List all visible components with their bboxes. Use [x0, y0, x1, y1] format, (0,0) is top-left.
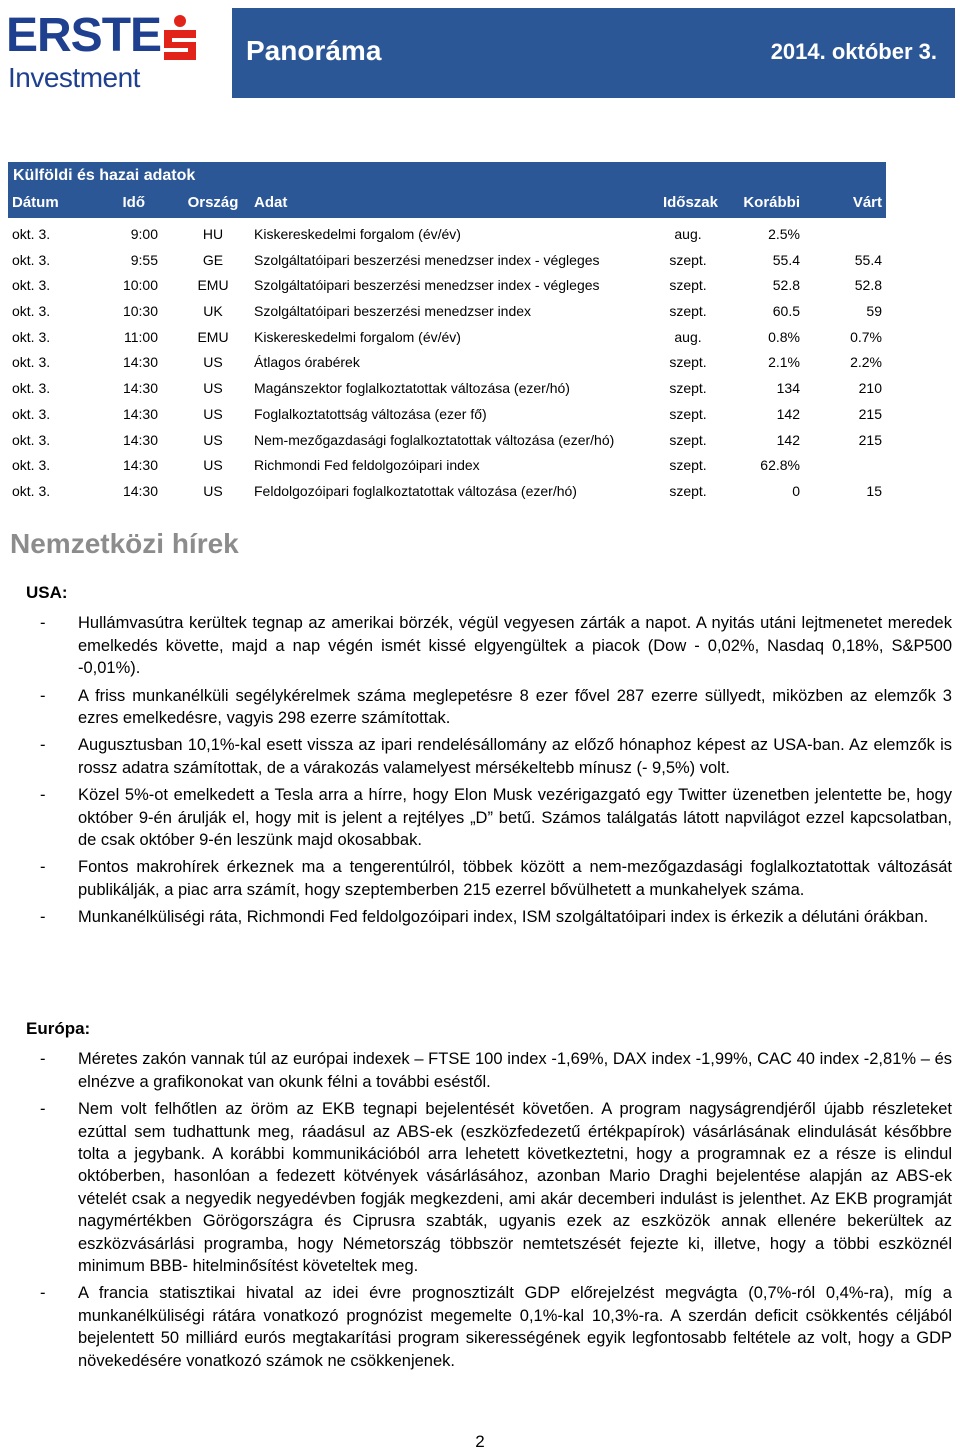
- cell-prev: 2.1%: [768, 354, 800, 371]
- cell-period: szept.: [669, 354, 707, 371]
- cell-country: US: [203, 431, 223, 448]
- cell-data: Magánszektor foglalkoztatottak változása (ezer/hó): [254, 380, 570, 397]
- cell-country: US: [203, 457, 223, 474]
- news-text: A friss munkanélküli segélykérelmek száma meglepetésre 8 ezer fővel 287 ezerre süllyedt, miközben az elemzők 3 ezres emelkedésre, vagyis 298 ezerre számítottak.: [78, 686, 952, 728]
- table-row: [8, 479, 886, 505]
- news-text: Nem volt felhőtlen az öröm az EKB tegnapi bejelentését követően. A program nagyságrendjéről újabb részleteket ezúttal sem tudhattunk meg, ráadásul az ABS-ek (eszközfedezetű értékpapírok) vásárlásának elindulását későbbre tolta a jegybank. A korábbi kommunikációból arra lehetett következtetni, hogy a programnak ez a része is elindul októberben, hasonlóan a fedezett kötvények vásárlásához, azonban Mario Draghi bejelentése alapján az ABS-ek vételét csak a negyedik negyedévben fogják megkezdeni, ami akár decemberi indulást is jelenthet. Az EKB programját nagymértékben Görögországra és Ciprusra szabták, ugyanis ezek az eszközök annak ellenére bekerültek az eszközvásárlási programba, hogy Németország többször nemtetszését fejezte ki, illetve, hogy a többi eszköznél minimum BBB- hitelminősítést követeltek meg.: [78, 1100, 952, 1276]
- cell-prev: 52.8: [772, 277, 800, 294]
- table-body: [8, 218, 886, 505]
- logo-s-mark-icon: [158, 14, 202, 64]
- table-row: [8, 325, 886, 351]
- cell-time: 14:30: [122, 405, 158, 422]
- header-date: Dátum: [12, 194, 59, 211]
- cell-time: 14:30: [122, 482, 158, 499]
- news-text: A francia statisztikai hivatal az idei évre prognosztizált GDP előrejelzést megvágta (0,7%-ról 0,4%-ra), míg a munkanélküliségi rátára vonatkozó prognózist megemelte 0,1%-kal 10,3%-ra. A szerdán deficit csökkentés céljából bejelentett 50 milliárd eurós megtakarítási program sikerességének egyik legfontosabb feltétele az volt, hogy a GDP növekedésére vonatkozó számok ne csökkenjenek.: [78, 1284, 952, 1370]
- header-data: Adat: [254, 194, 288, 211]
- header-country: Ország: [187, 194, 239, 211]
- cell-prev: 0.8%: [768, 328, 800, 345]
- cell-exp: 215: [858, 405, 882, 422]
- cell-prev: 55.4: [772, 251, 800, 268]
- table-row: [8, 222, 886, 248]
- cell-country: US: [203, 380, 223, 397]
- cell-exp: [808, 222, 882, 247]
- bullet-dash: -: [40, 908, 46, 927]
- cell-exp: 2.2%: [850, 354, 882, 371]
- list-item: [26, 734, 952, 779]
- cell-country: US: [203, 405, 223, 422]
- cell-country: EMU: [197, 277, 229, 294]
- cell-country: GE: [202, 251, 224, 268]
- europe-news: [26, 1018, 952, 1377]
- cell-time: 9:00: [130, 226, 158, 242]
- cell-time: 14:30: [122, 354, 158, 371]
- list-item: [26, 784, 952, 851]
- cell-period: szept.: [669, 380, 707, 397]
- cell-date: okt. 3.: [12, 277, 51, 294]
- header-exp: Várt: [852, 194, 882, 211]
- cell-prev: 2.5%: [768, 226, 800, 242]
- bullet-dash: -: [40, 786, 46, 805]
- usa-list: [26, 612, 952, 928]
- cell-country: UK: [203, 303, 223, 320]
- list-item: [26, 685, 952, 730]
- table-row: [8, 299, 886, 325]
- cell-time: 9:55: [130, 251, 158, 268]
- cell-period: aug.: [674, 226, 702, 242]
- cell-date: okt. 3.: [12, 457, 51, 474]
- cell-date: okt. 3.: [12, 226, 51, 242]
- cell-period: szept.: [669, 277, 707, 294]
- bullet-dash: -: [40, 686, 46, 705]
- news-text: Közel 5%-ot emelkedett a Tesla arra a hírre, hogy Elon Musk vezérigazgató egy Twitter üzenetben jelentette be, hogy október 9-én árulják el, hogy mit is jelent a rejtélyes „D” betű. Számos találgatás látott napvilágot ezzel kapcsolatban, de csak október 9-én leszünk majd okosabbak.: [78, 786, 952, 850]
- header-banner: [232, 8, 955, 98]
- logo-sub: Investment: [8, 62, 140, 93]
- cell-data: Szolgáltatóipari beszerzési menedzser index - végleges: [254, 277, 600, 294]
- region-label-europe: Európa:: [26, 1019, 91, 1038]
- cell-period: szept.: [669, 457, 707, 474]
- cell-exp: 210: [858, 380, 882, 397]
- table-title: Külföldi és hazai adatok: [8, 162, 886, 190]
- cell-period: szept.: [669, 251, 707, 268]
- table-row: [8, 453, 886, 479]
- cell-data: Szolgáltatóipari beszerzési menedzser index: [254, 303, 532, 320]
- cell-exp: 59: [866, 303, 882, 320]
- logo-brand: ERSTE: [6, 9, 162, 62]
- europe-list: [26, 1048, 952, 1372]
- cell-period: szept.: [669, 482, 707, 499]
- bullet-dash: -: [40, 1050, 46, 1069]
- cell-data: Átlagos órabérek: [254, 354, 360, 371]
- cell-time: 10:00: [122, 277, 158, 294]
- cell-exp: 215: [858, 431, 882, 448]
- page-number: 2: [475, 1432, 485, 1451]
- cell-prev: 134: [776, 380, 800, 397]
- table-row: [8, 428, 886, 454]
- cell-country: US: [203, 482, 223, 499]
- cell-prev: 142: [776, 431, 800, 448]
- cell-country: EMU: [197, 328, 229, 345]
- header-prev: Korábbi: [743, 194, 800, 211]
- table-row: [8, 273, 886, 299]
- news-text: Fontos makrohírek érkeznek ma a tengerentúlról, többek között a nem-mezőgazdasági foglalkoztatottak változását publikálják, a piac arra számít, hogy szeptemberben 215 ezerrel bővülhetett a munkahelyek száma.: [78, 858, 952, 899]
- report-title: Panoráma: [246, 35, 382, 66]
- cell-period: szept.: [669, 405, 707, 422]
- bullet-dash: -: [40, 736, 46, 755]
- cell-data: Kiskereskedelmi forgalom (év/év): [254, 328, 461, 345]
- bullet-dash: -: [40, 858, 46, 877]
- list-item: [26, 856, 952, 901]
- cell-period: aug.: [674, 328, 702, 345]
- cell-exp: 15: [866, 482, 882, 499]
- cell-date: okt. 3.: [12, 405, 51, 422]
- calendar-table: [8, 162, 886, 505]
- cell-date: okt. 3.: [12, 431, 51, 448]
- usa-news: [26, 582, 952, 934]
- cell-time: 10:30: [122, 303, 158, 320]
- cell-date: okt. 3.: [12, 251, 51, 268]
- list-item: [26, 1098, 952, 1277]
- news-text: Augusztusban 10,1%-kal esett vissza az ipari rendelésállomány az előző hónaphoz képest az USA-ban. Az elemzők is rossz adatra számítottak, de a várakozás valamelyest mérsékeltebb mínusz (- 9,5%) volt.: [78, 736, 952, 777]
- cell-exp: 55.4: [854, 251, 882, 268]
- table-header: [8, 190, 886, 218]
- cell-exp: [808, 453, 882, 478]
- cell-date: okt. 3.: [12, 328, 51, 345]
- logo: [6, 9, 206, 94]
- cell-exp: 0.7%: [850, 328, 882, 345]
- cell-country: HU: [202, 226, 224, 242]
- table-row: [8, 350, 886, 376]
- report-date: 2014. október 3.: [770, 39, 937, 64]
- cell-data: Nem-mezőgazdasági foglalkoztatottak változása (ezer/hó): [254, 431, 615, 448]
- list-item: [26, 1282, 952, 1372]
- table-row: [8, 376, 886, 402]
- list-item: [26, 612, 952, 679]
- cell-data: Richmondi Fed feldolgozóipari index: [254, 457, 480, 474]
- list-item: [26, 1048, 952, 1093]
- cell-prev: 142: [776, 405, 800, 422]
- news-text: Hullámvasútra kerültek tegnap az amerikai börzék, végül vegyesen zárták a napot. A nyitás utáni lejtmenetet meredek emelkedés követte, majd a nap végén ismét kissé elgyengültek a piacok (Dow - 0,02%, Nasdaq 0,18%, S&P500 -0,01%).: [78, 614, 952, 678]
- cell-prev: 60.5: [772, 303, 800, 320]
- cell-period: szept.: [669, 303, 707, 320]
- section-title: Nemzetközi hírek: [10, 528, 239, 559]
- region-label-usa: USA:: [26, 583, 68, 602]
- cell-time: 14:30: [122, 380, 158, 397]
- bullet-dash: -: [40, 1100, 46, 1119]
- cell-prev: 62.8%: [760, 457, 800, 474]
- cell-date: okt. 3.: [12, 303, 51, 320]
- table-row: [8, 402, 886, 428]
- cell-time: 14:30: [122, 431, 158, 448]
- table-row: [8, 248, 886, 274]
- bullet-dash: -: [40, 614, 46, 633]
- cell-date: okt. 3.: [12, 482, 51, 499]
- cell-country: US: [203, 354, 223, 371]
- cell-data: Szolgáltatóipari beszerzési menedzser index - végleges: [254, 251, 600, 268]
- cell-date: okt. 3.: [12, 354, 51, 371]
- news-text: Munkanélküliségi ráta, Richmondi Fed feldolgozóipari index, ISM szolgáltatóipari index is érkezik a délutáni órákban.: [78, 908, 929, 927]
- header-period: Időszak: [662, 194, 718, 211]
- cell-time: 11:00: [124, 328, 158, 345]
- cell-date: okt. 3.: [12, 380, 51, 397]
- header-time: Idő: [122, 194, 145, 211]
- cell-exp: 52.8: [854, 277, 882, 294]
- bullet-dash: -: [40, 1284, 46, 1303]
- cell-period: szept.: [669, 431, 707, 448]
- list-item: [26, 906, 952, 928]
- cell-time: 14:30: [122, 457, 158, 474]
- cell-data: Foglalkoztatottság változása (ezer fő): [254, 405, 487, 422]
- cell-data: Kiskereskedelmi forgalom (év/év): [254, 226, 461, 242]
- cell-prev: 0: [792, 482, 800, 499]
- cell-data: Feldolgozóipari foglalkoztatottak változása (ezer/hó): [254, 482, 577, 499]
- news-text: Méretes zakón vannak túl az európai indexek – FTSE 100 index -1,69%, DAX index -1,99%, CAC 40 index -2,81% – és elnézve a grafikonokat van okunk félni a további eséstől.: [78, 1050, 952, 1091]
